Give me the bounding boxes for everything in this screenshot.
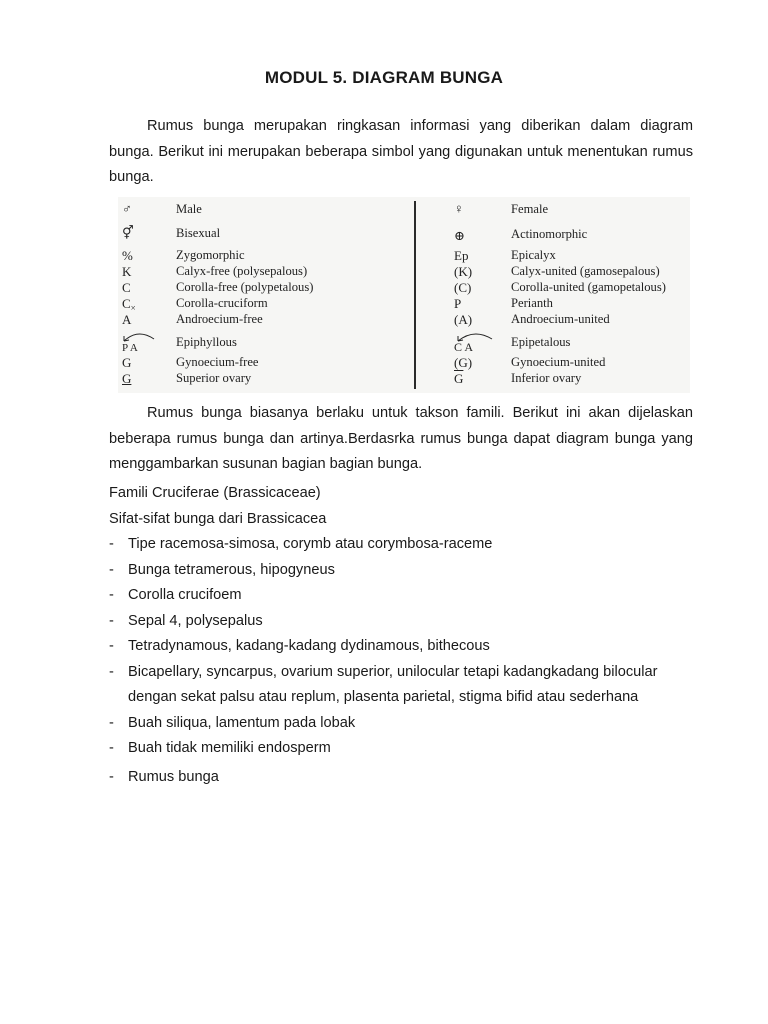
label-actinomorphic: Actinomorphic [511,227,588,241]
label-inferior-ovary: Inferior ovary [511,371,582,385]
symbol-corolla-cruciform: $C_\times$ [122,296,136,313]
epipetalous-symbol-text: C A [454,340,474,354]
label-perianth: Perianth [511,296,553,310]
list-item-text: Corolla crucifoem [128,587,242,603]
symbol-zygomorphic: % [122,248,133,263]
symbol-female: ♀ [454,201,464,216]
label-calyx-united: Calyx-united (gamosepalous) [511,264,660,278]
list-item [109,660,709,686]
page-title: MODUL 5. DIAGRAM BUNGA [264,68,504,87]
symbol-epicalyx: Ep [454,248,469,263]
bullet: - [109,714,114,731]
corolla-cruciform-letter: C [122,296,131,311]
symbol-gynoecium-free: G [122,355,132,370]
label-female: Female [511,202,549,216]
list-item [109,711,709,737]
epipetalous-arc-icon [452,330,498,342]
label-superior-ovary: Superior ovary [176,371,252,385]
explanation-paragraph [109,401,693,478]
list-item-text: Rumus bunga [128,768,219,785]
epiphyllous-arc-icon [120,330,160,342]
bullet: - [109,638,114,654]
symbol-androecium-united: (A) [454,312,473,327]
symbol-epipetalous [454,339,473,355]
list-item-text: Bicapellary, syncarpus, ovarium superior, unilocular tetapi kadangkadang bilocular [128,663,658,680]
label-epipetalous: Epipetalous [511,335,571,349]
label-androecium-free: Androecium-free [176,312,263,326]
list-item-text: Tetradynamous, kadang-kadang dydinamous, bithecous [128,638,490,654]
label-corolla-cruciform: Corolla-cruciform [176,296,268,310]
list-item [109,609,709,635]
list-item-text: Buah siliqua, lamentum pada lobak [128,714,356,731]
list-item [109,558,709,584]
symbol-calyx-united: (K) [454,264,473,279]
label-corolla-united: Corolla-united (gamopetalous) [511,280,666,294]
symbol-inferior-ovary: $\overline{G}$ [454,371,464,386]
label-epicalyx: Epicalyx [511,248,556,262]
bullet: - [109,587,114,603]
list-item [109,583,709,609]
list-item-text: Bunga tetramerous, hipogyneus [128,561,335,578]
symbol-actinomorphic: ⊕ [454,228,465,243]
symbol-superior-ovary: G [122,371,132,386]
symbol-corolla-united: (C) [454,280,472,295]
symbol-epiphyllous [122,339,138,355]
list-item-text: Buah tidak memiliki endosperm [128,740,331,756]
symbol-table [118,197,690,393]
list-item [109,736,709,762]
label-zygomorphic: Zygomorphic [176,248,245,262]
label-androecium-united: Androecium-united [511,312,610,326]
bullet: - [109,768,114,785]
list-item-text: Tipe racemosa-simosa, corymb atau corymbosa-raceme [128,536,493,552]
symbol-bisexual: ⚥ [122,225,134,240]
bullet: - [109,561,114,578]
label-corolla-free: Corolla-free (polypetalous) [176,280,314,294]
label-bisexual: Bisexual [176,226,221,240]
explanation-text: Rumus bunga biasanya berlaku untuk takson famili. Berikut ini akan dijelaskan beberapa rumus bunga dan artinya.Berdasrka rumus bunga dapat diagram bunga yang menggambarkan susunan bagian bagian bunga. [109,405,693,472]
list-item [109,532,709,558]
bullet: - [109,612,114,629]
list-item [109,634,709,660]
family-section [109,481,709,790]
family-heading: Famili Cruciferae (Brassicaceae) [109,485,321,501]
epiphyllous-symbol-text: P A [122,342,138,354]
label-epiphyllous: Epiphyllous [176,335,237,349]
symbol-androecium-free: A [122,312,132,327]
bullet: - [109,536,114,552]
label-gynoecium-united: Gynoecium-united [511,355,606,369]
label-gynoecium-free: Gynoecium-free [176,355,259,369]
symbol-male: ♂ [122,201,132,216]
list-item-text: Sepal 4, polysepalus [128,612,263,629]
symbol-perianth: P [454,296,462,311]
label-calyx-free: Calyx-free (polysepalous) [176,264,308,278]
symbol-calyx-free: K [122,264,132,279]
symbol-corolla-free: C [122,280,131,295]
bullet: - [109,740,114,756]
label-male: Male [176,202,202,216]
table-divider [414,201,416,389]
list-item-continuation: dengan sekat palsu atau replum, plasenta parietal, stigma bifid atau sederhana [128,689,639,705]
intro-paragraph [109,114,693,191]
list-item [109,765,709,791]
bullet: - [109,663,114,680]
traits-heading: Sifat-sifat bunga dari Brassicacea [109,510,327,527]
intro-text: Rumus bunga merupakan ringkasan informasi yang diberikan dalam diagram bunga. Berikut ini merupakan beberapa simbol yang digunakan untuk menentukan rumus bunga. [109,118,693,185]
symbol-gynoecium-united: (G) [454,355,473,370]
